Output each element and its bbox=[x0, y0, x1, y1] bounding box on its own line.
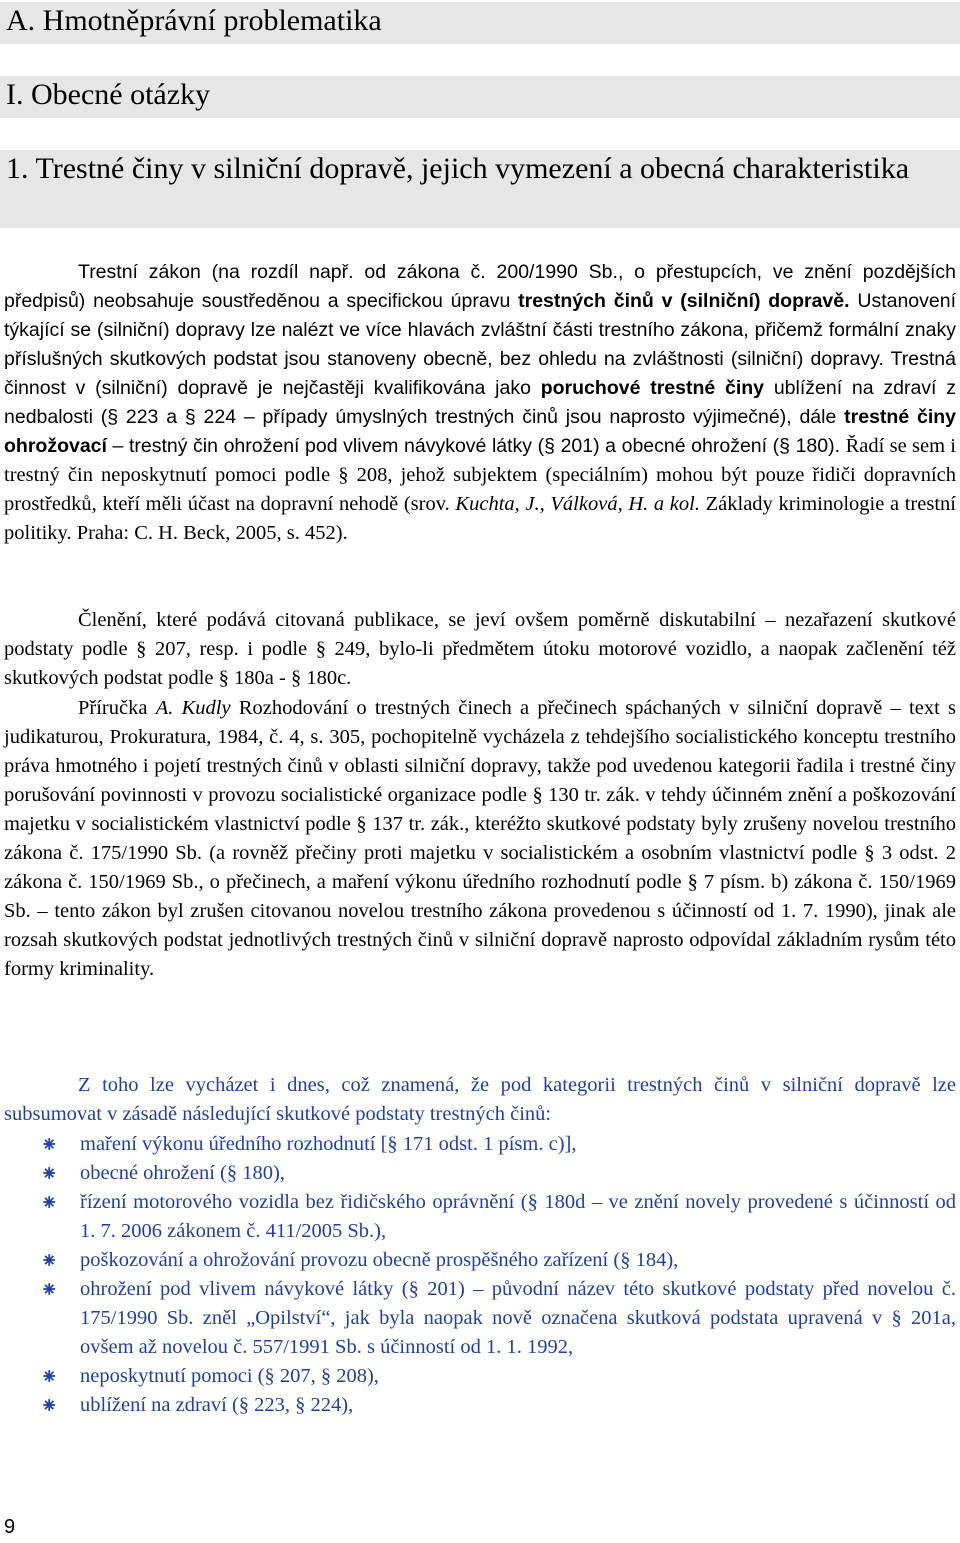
asterisk-bullet-icon: ⁕ bbox=[40, 1364, 59, 1389]
text-run: Ustanovení týkající se (silniční) dopravy lze nalézt ve více hlavách zvláštní části trestního zákona, přičemž formální znaky příslušných skutkových podstat jsou stanoveny obecně, bez ohledu na zvláštnosti (silniční) dopravy. Trestná činnost v (silniční) dopravě je nejčastěji kvalifikována jako bbox=[4, 290, 957, 399]
asterisk-bullet-icon: ⁕ bbox=[40, 1132, 59, 1157]
list-item-text: poškozování a ohrožování provozu obecně prospěšného zařízení (§ 184), bbox=[80, 1249, 679, 1271]
subsection-heading: 1. Trestné činy v silniční dopravě, jejich vymezení a obecná charakteristika bbox=[0, 150, 960, 228]
list-item bbox=[4, 1188, 956, 1246]
asterisk-bullet-icon: ⁕ bbox=[40, 1277, 59, 1302]
asterisk-bullet-icon: ⁕ bbox=[40, 1161, 59, 1186]
list-item bbox=[4, 1275, 956, 1362]
text-run: Rozhodování o trestných činech a přečinech spáchaných v silniční dopravě – text s judikaturou, Prokuratura, 1984, č. 4, s. 305, pochopitelně vycházela z tehdejšího socialistického konceptu trestního práva hmotného i pojetí trestných činů v oblasti silniční dopravy, takže pod uvedenou kategorii řadila i trestné činy porušování povinnosti v provozu socialistické organizace podle § 130 tr. zák. v tehdy účinném znění a poškozování majetku v socialistickém vlastnictví podle § 137 tr. zák., kteréžto skutkové podstaty byly zrušeny novelou trestního zákona č. 175/1990 Sb. (a rovněž přečiny proti majetku v socialistickém a osobním vlastnictví podle § 3 odst. 2 zákona č. 150/1969 Sb., o přečinech, a maření výkonu úředního rozhodnutí podle § 7 písm. b) zákona č. 150/1969 Sb. – tento zákon byl zrušen citovanou novelou trestního zákona provedenou s účinností od 1. 7. 1990), jinak ale rozsah skutkových podstat jednotlivých trestných činů v silniční dopravě naprosto odpovídal základním rysům této formy kriminality. bbox=[4, 697, 956, 980]
list-item-text: ublížení na zdraví (§ 223, § 224), bbox=[80, 1394, 354, 1416]
list-item-text: řízení motorového vozidla bez řidičského oprávnění (§ 180d – ve znění novely provedené s účinností od 1. 7. 2006 zákonem č. 411/2005 Sb.), bbox=[80, 1191, 956, 1242]
asterisk-bullet-icon: ⁕ bbox=[40, 1190, 59, 1215]
list-item-text: obecné ohrožení (§ 180), bbox=[80, 1162, 285, 1184]
text-run: Z toho lze vycházet i dnes, což znamená, že pod kategorii trestných činů v silniční dopravě lze subsumovat v zásadě následující skutkové podstaty trestných činů: bbox=[4, 1074, 956, 1125]
text-run: ublížení na zdraví z nedbalosti (§ 223 a § 224 – případy úmyslných trestných činů jsou naprosto výjimečné), dále bbox=[4, 377, 956, 428]
paragraph-1 bbox=[4, 258, 956, 548]
asterisk-bullet-icon: ⁕ bbox=[40, 1393, 59, 1418]
text-run: – trestný čin ohrožení pod vlivem návykové látky (§ 201) a obecné ohrožení (§ 180). bbox=[106, 435, 846, 457]
paragraph-3 bbox=[4, 694, 956, 984]
bold-term: trestných činů v (silniční) dopravě. bbox=[518, 290, 850, 312]
list-item bbox=[4, 1391, 956, 1420]
list-item-text: ohrožení pod vlivem návykové látky (§ 201) – původní název této skutkové podstaty před novelou č. 175/1990 Sb. zněl „Opilství“, jak byla naopak nově označena skutková podstata upravená v § 201a, ovšem až novelou č. 557/1991 Sb. s účinností od 1. 1. 1992, bbox=[80, 1278, 956, 1358]
paragraph-2 bbox=[4, 606, 956, 693]
text-run: Příručka bbox=[78, 697, 156, 719]
page-number: 9 bbox=[4, 1516, 16, 1538]
text-run: Řadí se sem i trestný čin neposkytnutí pomoci podle § 208, jehož subjektem (speciálním) mohou být pouze řidiči dopravních prostředků, kteří měli účast na dopravní nehodě (srov. bbox=[4, 435, 956, 515]
chapter-heading: A. Hmotněprávní problematika bbox=[0, 2, 960, 44]
citation-author: A. Kudly bbox=[155, 697, 231, 719]
citation-authors: Kuchta, J., Válková, H. a kol. bbox=[455, 493, 700, 515]
asterisk-bullet-icon: ⁕ bbox=[40, 1248, 59, 1273]
list-item-text: maření výkonu úředního rozhodnutí [§ 171 odst. 1 písm. c)], bbox=[80, 1133, 577, 1155]
list-item bbox=[4, 1246, 956, 1275]
list-item bbox=[4, 1362, 956, 1391]
list-item bbox=[4, 1130, 956, 1159]
offence-list bbox=[4, 1130, 956, 1420]
text-run: Základy kriminologie a trestní politiky. Praha: C. H. Beck, 2005, s. 452). bbox=[4, 493, 956, 544]
bold-term: trestné činy ohrožovací bbox=[4, 406, 956, 457]
text-run: Členění, které podává citovaná publikace, se jeví ovšem poměrně diskutabilní – nezařazení skutkové podstaty podle § 207, resp. i podle § 249, bylo-li předmětem útoku motorové vozidlo, a naopak začlenění též skutkových podstat podle § 180a - § 180c. bbox=[4, 609, 956, 689]
paragraph-4 bbox=[4, 1071, 956, 1129]
list-item-text: neposkytnutí pomoci (§ 207, § 208), bbox=[80, 1365, 379, 1387]
section-heading: I. Obecné otázky bbox=[0, 76, 960, 118]
list-item bbox=[4, 1159, 956, 1188]
bold-term: poruchové trestné činy bbox=[540, 377, 765, 399]
text-run: Trestní zákon (na rozdíl např. od zákona č. 200/1990 Sb., o přestupcích, ve znění pozdějších předpisů) neobsahuje soustředěnou a specifickou úpravu bbox=[4, 261, 956, 312]
